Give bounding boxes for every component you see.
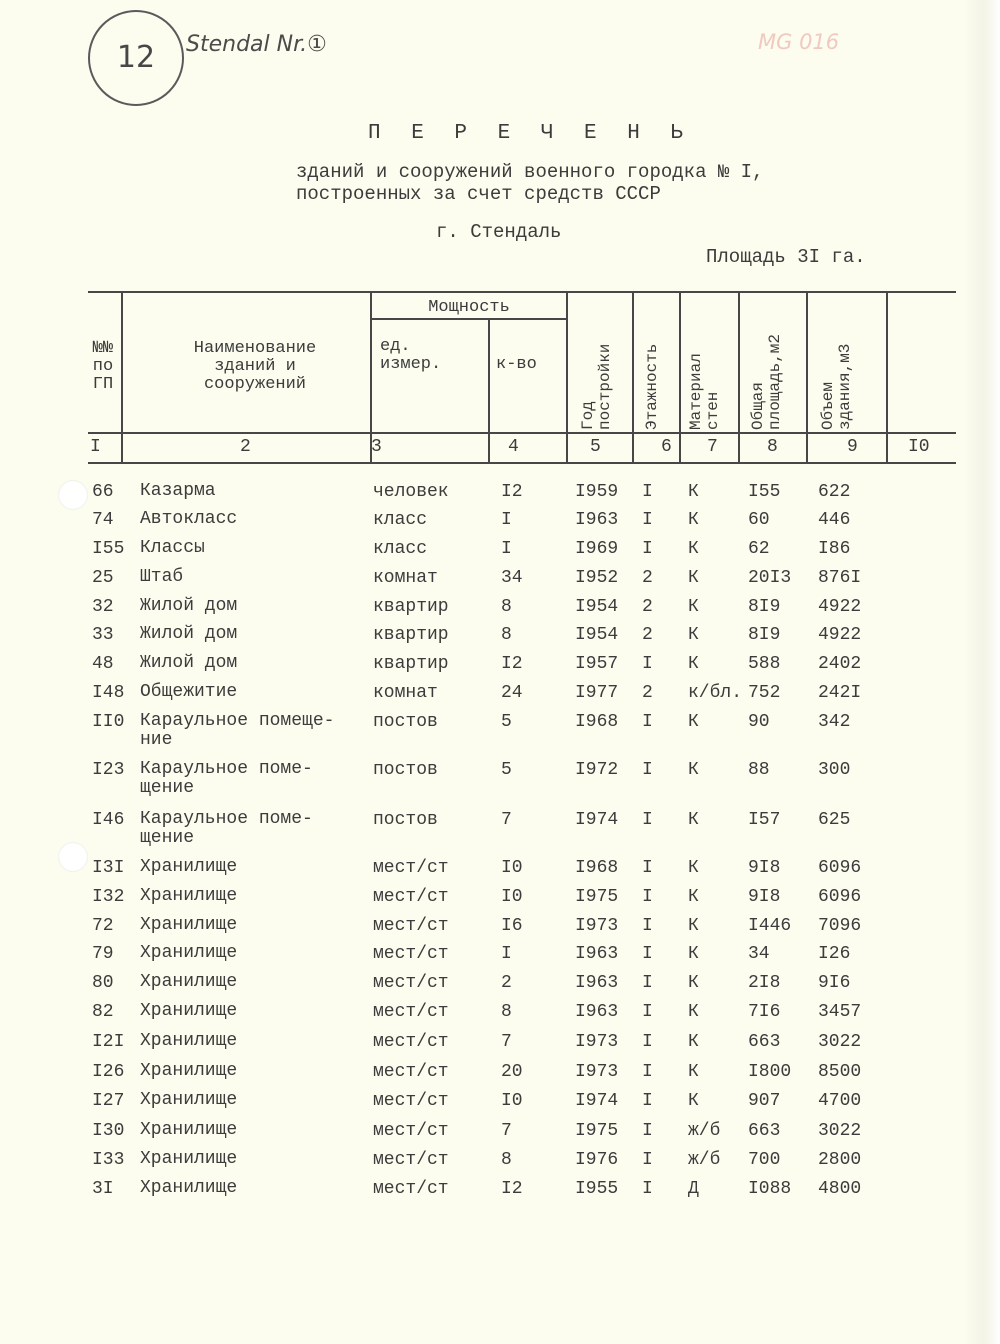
cell-quantity: 7 [501, 810, 512, 830]
cell-floors: I [642, 510, 653, 530]
cell-year: I954 [575, 625, 619, 645]
cell-area: 60 [748, 510, 770, 530]
cell-building-name: Классы [140, 538, 205, 558]
cell-unit: квартир [373, 654, 449, 674]
cell-volume: 4922 [818, 597, 862, 617]
cell-floors: I [642, 916, 653, 936]
table-row [0, 1062, 1000, 1090]
cell-area: 588 [748, 654, 781, 674]
cell-building-name: Хранилище [140, 886, 238, 906]
cell-area: I55 [748, 482, 781, 502]
table-row [0, 916, 1000, 944]
cell-year: I959 [575, 482, 619, 502]
cell-quantity: 2 [501, 973, 512, 993]
cell-floors: 2 [642, 597, 653, 617]
circled-page-number: 12 [88, 10, 184, 106]
capacity-sub-rule [372, 318, 567, 320]
handwritten-note: Stendal Nr.① [186, 32, 327, 57]
cell-year: I963 [575, 1002, 619, 1022]
cell-building-name: Жилой дом [140, 653, 238, 673]
cell-quantity: I [501, 539, 512, 559]
table-row [0, 1121, 1000, 1149]
table-row [0, 482, 1000, 510]
cell-building-name: Жилой дом [140, 596, 238, 616]
table-row [0, 810, 1000, 854]
cell-gp-number: I26 [92, 1062, 125, 1082]
cell-area: I57 [748, 810, 781, 830]
cell-year: I975 [575, 887, 619, 907]
cell-volume: 3022 [818, 1121, 862, 1141]
cell-gp-number: I30 [92, 1121, 125, 1141]
cell-building-name: Хранилище [140, 1178, 238, 1198]
cell-area: 34 [748, 944, 770, 964]
cell-floors: 2 [642, 625, 653, 645]
table-row [0, 1032, 1000, 1060]
cell-quantity: 5 [501, 712, 512, 732]
cell-building-name: Казарма [140, 481, 216, 501]
cell-quantity: I [501, 944, 512, 964]
table-row [0, 760, 1000, 804]
cell-building-name: Общежитие [140, 682, 238, 702]
cell-year: I974 [575, 1091, 619, 1111]
cell-gp-number: I3I [92, 858, 125, 878]
cell-gp-number: I33 [92, 1150, 125, 1170]
cell-material: К [688, 973, 699, 993]
cell-material: Д [688, 1179, 699, 1199]
cell-year: I963 [575, 944, 619, 964]
cell-gp-number: 82 [92, 1002, 114, 1022]
cell-quantity: I2 [501, 654, 523, 674]
cell-material: ж/б [688, 1121, 721, 1141]
cell-gp-number: 32 [92, 597, 114, 617]
cell-gp-number: I32 [92, 887, 125, 907]
header-quantity: к-во [496, 355, 537, 374]
cell-quantity: 34 [501, 568, 523, 588]
cell-year: I954 [575, 597, 619, 617]
cell-quantity: 20 [501, 1062, 523, 1082]
header-capacity: Мощность [428, 298, 510, 317]
table-row [0, 944, 1000, 972]
cell-area: 9I8 [748, 887, 781, 907]
cell-unit: постов [373, 712, 438, 732]
cell-area: I088 [748, 1179, 792, 1199]
cell-material: К [688, 482, 699, 502]
cell-area: 2I8 [748, 973, 781, 993]
cell-material: К [688, 597, 699, 617]
table-row [0, 510, 1000, 538]
cell-gp-number: I48 [92, 683, 125, 703]
cell-year: I974 [575, 810, 619, 830]
column-number: I0 [908, 437, 930, 457]
col-divider [121, 293, 123, 462]
cell-material: К [688, 712, 699, 732]
cell-material: К [688, 1032, 699, 1052]
area-size: Площадь 3I га. [706, 246, 866, 268]
cell-quantity: I0 [501, 858, 523, 878]
archive-stamp: MG 016 [758, 30, 840, 54]
cell-volume: 9I6 [818, 973, 851, 993]
cell-quantity: I6 [501, 916, 523, 936]
cell-volume: 4922 [818, 625, 862, 645]
cell-quantity: 8 [501, 1002, 512, 1022]
cell-volume: 3022 [818, 1032, 862, 1052]
cell-unit: мест/ст [373, 916, 449, 936]
cell-unit: мест/ст [373, 1091, 449, 1111]
table-row [0, 1091, 1000, 1119]
cell-year: I972 [575, 760, 619, 780]
cell-building-name: Хранилище [140, 1001, 238, 1021]
cell-volume: 2402 [818, 654, 862, 674]
cell-material: К [688, 539, 699, 559]
column-number: 5 [590, 437, 601, 457]
header-total-area: Общая площадь,м2 [749, 333, 784, 430]
cell-unit: мест/ст [373, 1179, 449, 1199]
header-unit: ед. измер. [380, 337, 442, 374]
cell-building-name: Караульное поме- щение [140, 809, 313, 848]
table-row [0, 597, 1000, 625]
cell-unit: комнат [373, 683, 438, 703]
cell-material: К [688, 510, 699, 530]
cell-unit: мест/ст [373, 1150, 449, 1170]
cell-volume: 242I [818, 683, 862, 703]
cell-quantity: I2 [501, 1179, 523, 1199]
cell-year: I973 [575, 1032, 619, 1052]
cell-quantity: 7 [501, 1032, 512, 1052]
cell-area: 663 [748, 1121, 781, 1141]
cell-unit: мест/ст [373, 1002, 449, 1022]
cell-gp-number: I2I [92, 1032, 125, 1052]
column-number: 6 [661, 437, 672, 457]
cell-year: I963 [575, 510, 619, 530]
table-row [0, 887, 1000, 915]
cell-quantity: 8 [501, 1150, 512, 1170]
cell-material: К [688, 625, 699, 645]
col-divider [566, 293, 568, 462]
cell-floors: I [642, 482, 653, 502]
header-year: Год постройки [579, 343, 614, 430]
cell-gp-number: I23 [92, 760, 125, 780]
cell-floors: I [642, 1179, 653, 1199]
cell-gp-number: II0 [92, 712, 125, 732]
column-number: 7 [707, 437, 718, 457]
cell-volume: 4700 [818, 1091, 862, 1111]
cell-material: К [688, 916, 699, 936]
cell-floors: 2 [642, 568, 653, 588]
column-number: 9 [847, 437, 858, 457]
cell-gp-number: I27 [92, 1091, 125, 1111]
col-divider [488, 320, 490, 462]
cell-area: 663 [748, 1032, 781, 1052]
cell-building-name: Хранилище [140, 915, 238, 935]
cell-gp-number: I55 [92, 539, 125, 559]
cell-unit: мест/ст [373, 973, 449, 993]
cell-building-name: Хранилище [140, 1061, 238, 1081]
cell-floors: I [642, 887, 653, 907]
cell-unit: мест/ст [373, 887, 449, 907]
cell-floors: I [642, 944, 653, 964]
column-number: 4 [508, 437, 519, 457]
cell-floors: I [642, 1091, 653, 1111]
cell-building-name: Хранилище [140, 857, 238, 877]
cell-gp-number: 3I [92, 1179, 114, 1199]
table-row [0, 654, 1000, 682]
header-wall-material: Материал стен [687, 353, 722, 430]
cell-unit: комнат [373, 568, 438, 588]
cell-material: К [688, 568, 699, 588]
table-row [0, 625, 1000, 653]
column-number: 2 [240, 437, 251, 457]
cell-quantity: 24 [501, 683, 523, 703]
cell-area: 7I6 [748, 1002, 781, 1022]
cell-volume: 4800 [818, 1179, 862, 1199]
table-top-rule [88, 291, 956, 293]
cell-year: I973 [575, 1062, 619, 1082]
cell-year: I952 [575, 568, 619, 588]
col-divider [738, 293, 740, 462]
cell-gp-number: 80 [92, 973, 114, 993]
cell-area: I800 [748, 1062, 792, 1082]
cell-floors: I [642, 1002, 653, 1022]
cell-gp-number: 79 [92, 944, 114, 964]
cell-volume: 7096 [818, 916, 862, 936]
colnum-bottom-rule [88, 462, 956, 464]
cell-year: I968 [575, 712, 619, 732]
cell-area: 62 [748, 539, 770, 559]
cell-unit: мест/ст [373, 858, 449, 878]
cell-material: к/бл. [688, 683, 743, 703]
cell-area: 88 [748, 760, 770, 780]
cell-building-name: Жилой дом [140, 624, 238, 644]
column-number: I [90, 437, 101, 457]
cell-volume: 8500 [818, 1062, 862, 1082]
cell-year: I957 [575, 654, 619, 674]
document-title: П Е Р Е Ч Е Н Ь [367, 122, 693, 145]
cell-floors: I [642, 1121, 653, 1141]
header-volume: Объем здания,м3 [819, 343, 854, 430]
cell-area: 8I9 [748, 597, 781, 617]
cell-area: 700 [748, 1150, 781, 1170]
cell-quantity: 7 [501, 1121, 512, 1141]
cell-building-name: Караульное помеще- ние [140, 711, 335, 750]
cell-material: К [688, 760, 699, 780]
cell-material: К [688, 1002, 699, 1022]
cell-gp-number: I46 [92, 810, 125, 830]
cell-building-name: Хранилище [140, 1090, 238, 1110]
cell-quantity: I [501, 510, 512, 530]
cell-unit: квартир [373, 625, 449, 645]
cell-quantity: I0 [501, 1091, 523, 1111]
city-name: г. Стендаль [436, 221, 562, 243]
cell-floors: I [642, 539, 653, 559]
cell-quantity: 8 [501, 597, 512, 617]
cell-volume: I86 [818, 539, 851, 559]
cell-floors: 2 [642, 683, 653, 703]
table-row [0, 858, 1000, 886]
cell-building-name: Штаб [140, 567, 184, 587]
cell-building-name: Хранилище [140, 1120, 238, 1140]
cell-gp-number: 66 [92, 482, 114, 502]
header-floors: Этажность [643, 343, 661, 430]
cell-building-name: Хранилище [140, 972, 238, 992]
cell-unit: мест/ст [373, 1062, 449, 1082]
cell-unit: мест/ст [373, 1032, 449, 1052]
cell-material: ж/б [688, 1150, 721, 1170]
header-bottom-rule [88, 432, 956, 434]
cell-year: I973 [575, 916, 619, 936]
cell-gp-number: 72 [92, 916, 114, 936]
cell-gp-number: 74 [92, 510, 114, 530]
col-divider [679, 293, 681, 462]
col-divider [632, 293, 634, 462]
cell-unit: мест/ст [373, 944, 449, 964]
cell-area: 20I3 [748, 568, 792, 588]
cell-unit: постов [373, 760, 438, 780]
cell-unit: мест/ст [373, 1121, 449, 1141]
cell-gp-number: 48 [92, 654, 114, 674]
cell-unit: квартир [373, 597, 449, 617]
cell-floors: I [642, 810, 653, 830]
column-number: 8 [767, 437, 778, 457]
cell-floors: I [642, 973, 653, 993]
cell-material: К [688, 858, 699, 878]
table-row [0, 973, 1000, 1001]
cell-material: К [688, 1091, 699, 1111]
cell-unit: класс [373, 539, 428, 559]
cell-floors: I [642, 1062, 653, 1082]
cell-volume: 6096 [818, 858, 862, 878]
cell-volume: I26 [818, 944, 851, 964]
cell-material: К [688, 810, 699, 830]
table-row [0, 1002, 1000, 1030]
cell-area: 907 [748, 1091, 781, 1111]
document-subtitle-line1: зданий и сооружений военного городка № I, [296, 161, 764, 183]
cell-volume: 876I [818, 568, 862, 588]
cell-area: 90 [748, 712, 770, 732]
cell-floors: I [642, 858, 653, 878]
cell-area: 9I8 [748, 858, 781, 878]
cell-floors: I [642, 1032, 653, 1052]
cell-year: I975 [575, 1121, 619, 1141]
cell-quantity: I2 [501, 482, 523, 502]
cell-area: 752 [748, 683, 781, 703]
cell-material: К [688, 944, 699, 964]
cell-material: К [688, 1062, 699, 1082]
col-divider [806, 293, 808, 462]
cell-building-name: Хранилище [140, 943, 238, 963]
header-building-name: Наименование зданий и сооружений [193, 339, 317, 394]
cell-volume: 300 [818, 760, 851, 780]
cell-quantity: 8 [501, 625, 512, 645]
cell-gp-number: 25 [92, 568, 114, 588]
cell-quantity: I0 [501, 887, 523, 907]
cell-area: 8I9 [748, 625, 781, 645]
document-subtitle-line2: построенных за счет средств СССР [296, 183, 661, 205]
cell-year: I968 [575, 858, 619, 878]
cell-building-name: Хранилище [140, 1031, 238, 1051]
cell-volume: 446 [818, 510, 851, 530]
cell-volume: 342 [818, 712, 851, 732]
cell-floors: I [642, 760, 653, 780]
cell-quantity: 5 [501, 760, 512, 780]
table-row [0, 683, 1000, 711]
cell-gp-number: 33 [92, 625, 114, 645]
cell-floors: I [642, 654, 653, 674]
cell-building-name: Караульное поме- щение [140, 759, 313, 798]
cell-volume: 625 [818, 810, 851, 830]
cell-unit: человек [373, 482, 449, 502]
cell-volume: 3457 [818, 1002, 862, 1022]
table-row [0, 539, 1000, 567]
cell-material: К [688, 654, 699, 674]
cell-year: I977 [575, 683, 619, 703]
table-row [0, 712, 1000, 756]
column-number: 3 [371, 437, 382, 457]
cell-year: I976 [575, 1150, 619, 1170]
cell-volume: 2800 [818, 1150, 862, 1170]
header-gp-number: №№ по ГП [92, 339, 114, 394]
table-row [0, 568, 1000, 596]
table-row [0, 1150, 1000, 1178]
cell-floors: I [642, 712, 653, 732]
cell-unit: постов [373, 810, 438, 830]
cell-area: I446 [748, 916, 792, 936]
cell-volume: 622 [818, 482, 851, 502]
cell-material: К [688, 887, 699, 907]
cell-volume: 6096 [818, 887, 862, 907]
cell-unit: класс [373, 510, 428, 530]
cell-year: I963 [575, 973, 619, 993]
table-row [0, 1179, 1000, 1207]
cell-building-name: Автокласс [140, 509, 238, 529]
cell-year: I955 [575, 1179, 619, 1199]
col-divider [886, 293, 888, 462]
cell-building-name: Хранилище [140, 1149, 238, 1169]
cell-floors: I [642, 1150, 653, 1170]
cell-year: I969 [575, 539, 619, 559]
